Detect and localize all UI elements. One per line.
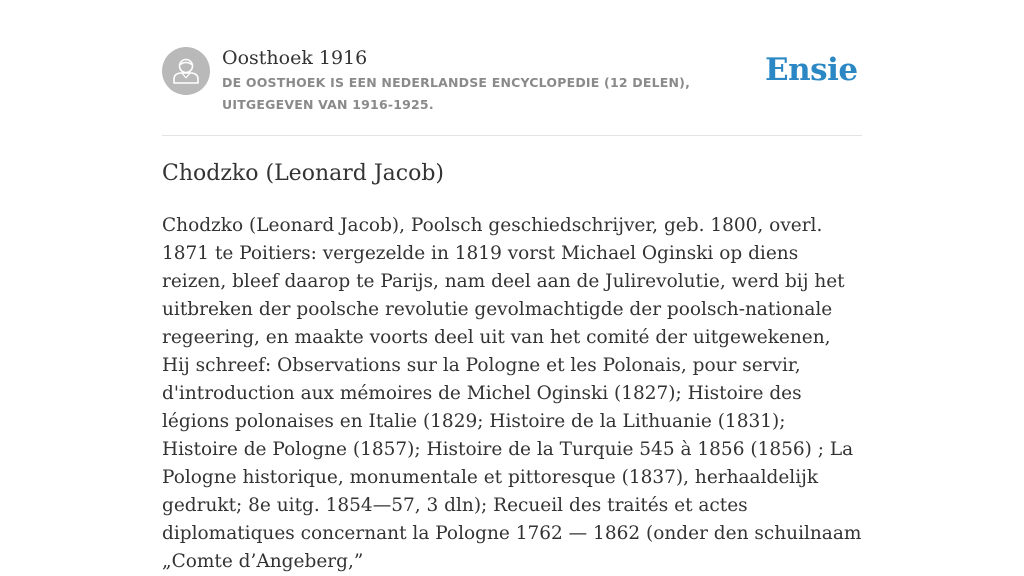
- article-title: Chodzko (Leonard Jacob): [162, 161, 444, 186]
- article-body: Chodzko (Leonard Jacob), Poolsch geschiedschrijver, geb. 1800, overl. 1871 te Poitiers: vergezelde in 1819 vorst Michael Oginski op diens reizen, bleef daarop te Parijs, nam deel aan de Julirevolutie, werd bij het uitbreken der poolsche revolutie gevolmachtigde der poolsch-nationale regeering, en maakte voorts deel uit van het comité der uitgewekenen, Hij schreef: Observations sur la Pologne et les Polonais, pour servir, d'introduction aux mémoires de Michel Oginski (1827); Histoire des légions polonaises en Italie (1829; Histoire de la Lithuanie (1831); Histoire de Pologne (1857); Histoire de la Turquie 545 à 1856 (1856) ; La Pologne historique, monumentale et pittoresque (1837), herhaaldelijk gedrukt; 8e uitg. 1854—57, 3 dln); Recueil des traités et actes diplomatiques concernant la Pologne 1762 — 1862 (onder den schuilnaam „Comte d’Angeberg,”: [162, 215, 862, 572]
- source-header: [162, 46, 862, 116]
- header-divider: [162, 135, 862, 136]
- person-outline-icon: [162, 47, 210, 95]
- user-avatar-icon[interactable]: [162, 47, 210, 95]
- source-description: DE OOSTHOEK IS EEN NEDERLANDSE ENCYCLOPEDIE (12 DELEN), UITGEGEVEN VAN 1916-1925.: [222, 75, 691, 112]
- ensie-logo[interactable]: Ensie: [765, 52, 858, 88]
- source-title[interactable]: Oosthoek 1916: [222, 47, 368, 69]
